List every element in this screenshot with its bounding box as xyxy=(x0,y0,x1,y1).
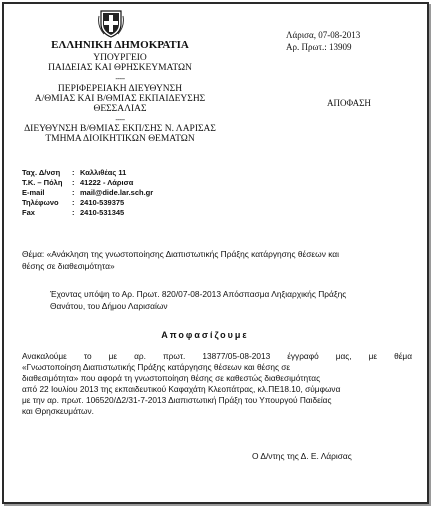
decision-line: Ανακαλούμε το με αρ. πρωτ. 13877/05-08-2013 έγγραφό μας, με θέμα xyxy=(22,351,412,361)
regional-line-1: ΠΕΡΙΦΕΡΕΙΑΚΗ ΔΙΕΥΘΥΝΣΗ xyxy=(57,84,183,94)
decision-line: διαθεσιμότητα» που αφορά τη γνωστοποίηση θέσης σε καθεστώς διαθεσιμότητας xyxy=(22,373,321,383)
subject-line-2: θέσης σε διαθεσιμότητα» xyxy=(22,261,115,271)
decide-heading: Αποφασίζουμε xyxy=(161,330,249,340)
contact-address: Ταχ. Δ/νση : Καλλιθέας 11 xyxy=(22,168,127,177)
republic-title: ΕΛΛΗΝΙΚΗ ΔΗΜΟΚΡΑΤΙΑ xyxy=(51,39,189,51)
subject-label: Θέμα: xyxy=(22,249,45,259)
contact-postal: Τ.Κ. – Πόλη : 41222 - Λάρισα xyxy=(22,178,134,187)
subject-text: «Ανάκληση της γνωστοποίησης Διαπιστωτικής Πράξης κατάργησης θέσεων και xyxy=(46,249,339,259)
separator-2: ----- xyxy=(115,117,125,124)
contact-email: E-mail : mail@dide.lar.sch.gr xyxy=(22,188,154,197)
ministry-line-1: ΥΠΟΥΡΓΕΙΟ xyxy=(93,53,147,63)
signature-line: Ο Δ/ντης της Δ. Ε. Λάρισας xyxy=(252,451,352,461)
contact-fax: Fax : 2410-531345 xyxy=(22,208,125,217)
directorate: ΔΙΕΥΘΥΝΣΗ Β/ΘΜΙΑΣ ΕΚΠ/ΣΗΣ Ν. ΛΑΡΙΣΑΣ xyxy=(24,124,216,134)
decision-paragraph xyxy=(22,351,412,417)
regional-line-2: Α/ΘΜΙΑΣ ΚΑΙ Β/ΘΜΙΑΣ ΕΚΠΑΙΔΕΥΣΗΣ xyxy=(34,94,206,104)
decision-line: με την αρ. πρωτ. 106520/Δ2/31-7-2013 Διαπιστωτική Πράξη του Υπουργού Παιδείας xyxy=(22,395,332,405)
ministry-line-2: ΠΑΙΔΕΙΑΣ ΚΑΙ ΘΡΗΣΚΕΥΜΑΤΩΝ xyxy=(48,63,192,73)
decision-line: και Θρησκευμάτων. xyxy=(22,406,94,416)
considering-line-1: Έχοντας υπόψη το Αρ. Πρωτ. 820/07-08-2013 Απόσπασμα Ληξιαρχικής Πράξης xyxy=(50,289,347,299)
document-type: ΑΠΟΦΑΣΗ xyxy=(327,98,371,108)
regional-line-3: ΘΕΣΣΑΛΙΑΣ xyxy=(93,104,147,114)
contact-phone: Τηλέφωνο : 2410-539375 xyxy=(22,198,125,207)
decision-line: από 22 Ιουλίου 2013 της εκπαιδευτικού Καφαχάτη Κλεοπάτρας, κλ.ΠΕ18.10, σύμφωνα xyxy=(22,384,341,394)
protocol-number: Αρ. Πρωτ.: 13909 xyxy=(286,42,352,52)
considering-line-2: Θανάτου, του Δήμου Λαρισαίων xyxy=(50,301,168,311)
subject-line-1 xyxy=(22,249,339,259)
department: ΤΜΗΜΑ ΔΙΟΙΚΗΤΙΚΩΝ ΘΕΜΑΤΩΝ xyxy=(45,134,195,144)
separator-1: ----- xyxy=(115,76,125,83)
place-date: Λάρισα, 07-08-2013 xyxy=(286,30,361,40)
greek-coat-of-arms-icon xyxy=(98,8,124,38)
decision-line: «Γνωστοποίηση Διαπιστωτικής Πράξης κατάργησης θέσεων και θέσης σε xyxy=(22,362,291,372)
